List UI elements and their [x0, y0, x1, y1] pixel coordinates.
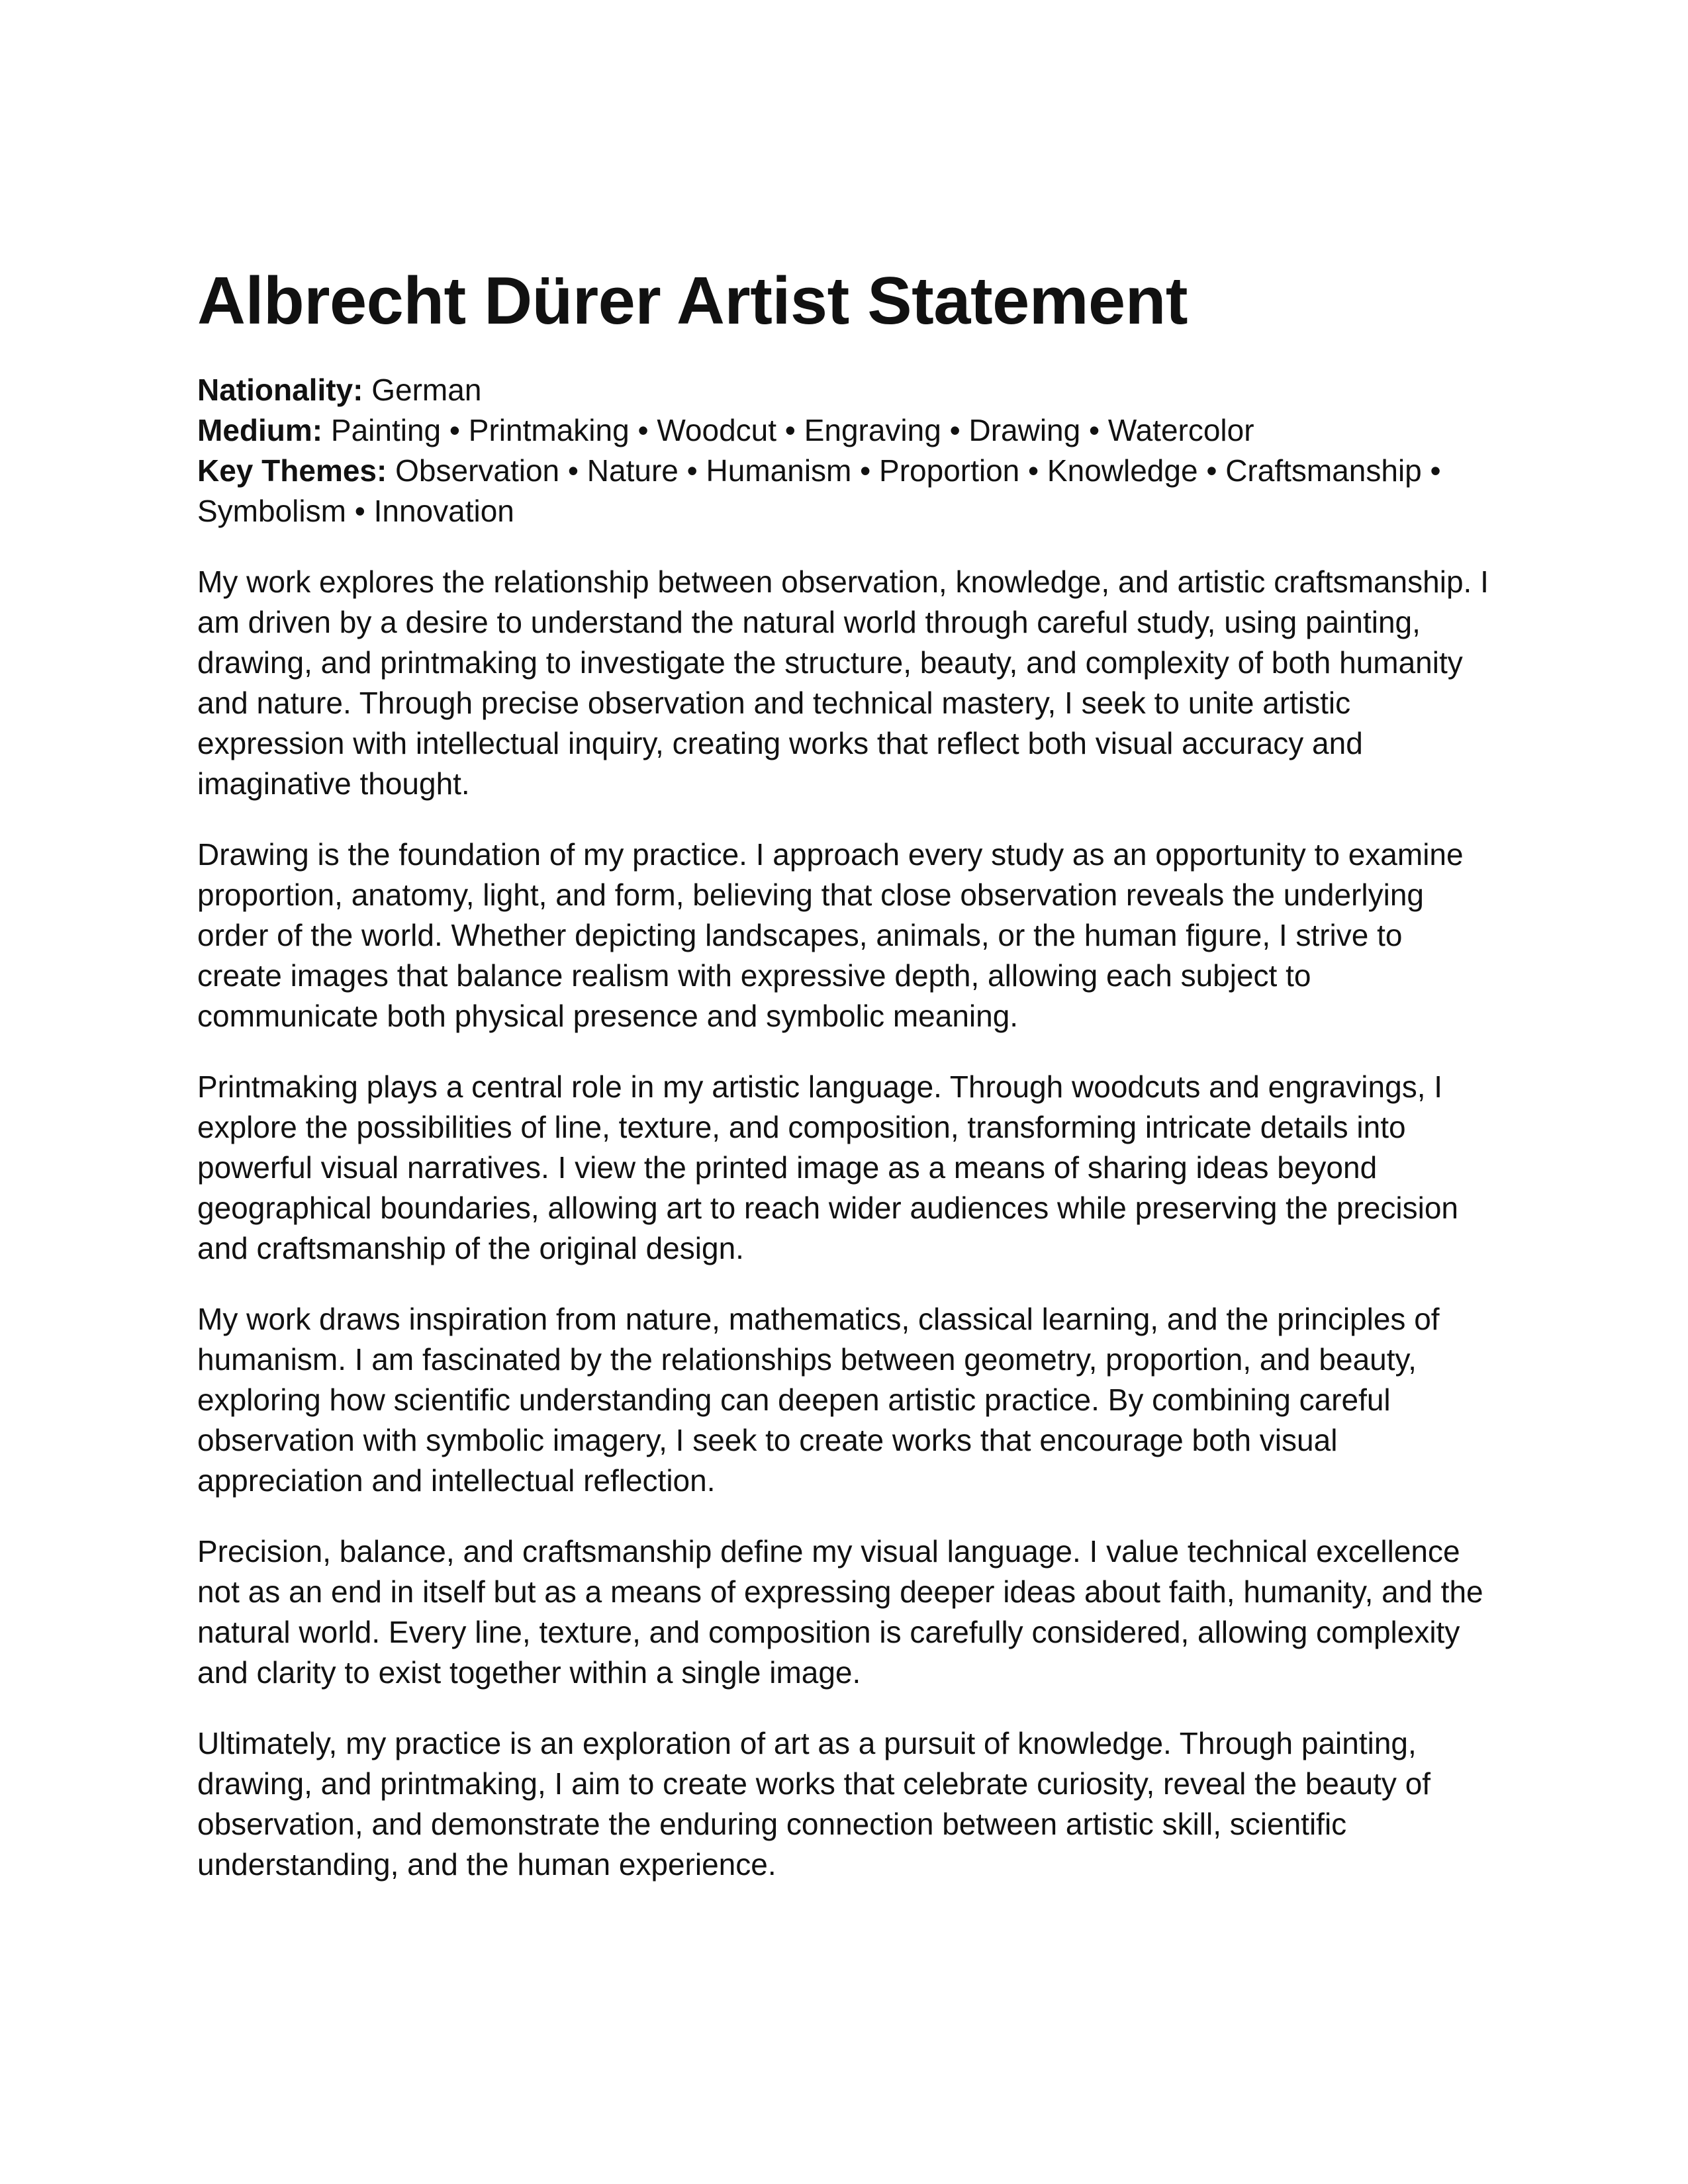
- statement-paragraph-3: Printmaking plays a central role in my artistic language. Through woodcuts and engravings, I explore the possibilities of line, texture, and composition, transforming intricate details into powerful visual narratives. I view the printed image as a means of sharing ideas beyond geographical boundaries, allowing art to reach wider audiences while preserving the precision and craftsmanship of the original design.: [197, 1069, 1459, 1265]
- statement-paragraph-4: My work draws inspiration from nature, mathematics, classical learning, and the principles of humanism. I am fascinated by the relationships between geometry, proportion, and beauty, exploring how scientific understanding can deepen artistic practice. By combining careful observation with symbolic imagery, I seek to create works that encourage both visual appreciation and intellectual reflection.: [197, 1302, 1440, 1498]
- statement-paragraph-6: Ultimately, my practice is an exploration of art as a pursuit of knowledge. Through painting, drawing, and printmaking, I aim to create works that celebrate curiosity, reveal the beauty of observation, and demonstrate the enduring connection between artistic skill, scientific understanding, and the human experience.: [197, 1726, 1431, 1882]
- key-themes-label: Key Themes:: [197, 453, 387, 488]
- document-page: [197, 261, 1495, 1915]
- document-title: Albrecht Dürer Artist Statement: [197, 264, 1188, 338]
- statement-paragraph-5: Precision, balance, and craftsmanship define my visual language. I value technical excellence not as an end in itself but as a means of expressing deeper ideas about faith, humanity, and the natural world. Every line, texture, and composition is carefully considered, allowing complexity and clarity to exist together within a single image.: [197, 1534, 1483, 1690]
- nationality-label: Nationality:: [197, 373, 363, 407]
- nationality-value: German: [371, 373, 482, 407]
- medium-label: Medium:: [197, 413, 323, 447]
- medium-line: [197, 410, 1495, 451]
- key-themes-value: Observation • Nature • Humanism • Proportion • Knowledge • Craftsmanship • Symbolism • Innovation: [197, 453, 1441, 528]
- metadata-block: [197, 370, 1495, 531]
- medium-value: Painting • Printmaking • Woodcut • Engraving • Drawing • Watercolor: [330, 413, 1254, 447]
- key-themes-line: [197, 451, 1495, 531]
- statement-paragraph-2: Drawing is the foundation of my practice. I approach every study as an opportunity to examine proportion, anatomy, light, and form, believing that close observation reveals the underlying order of the world. Whether depicting landscapes, animals, or the human figure, I strive to create images that balance realism with expressive depth, allowing each subject to communicate both physical presence and symbolic meaning.: [197, 837, 1464, 1033]
- statement-paragraph-1: My work explores the relationship between observation, knowledge, and artistic craftsmanship. I am driven by a desire to understand the natural world through careful study, using painting, drawing, and printmaking to investigate the structure, beauty, and complexity of both humanity and nature. Through precise observation and technical mastery, I seek to unite artistic expression with intellectual inquiry, creating works that reflect both visual accuracy and imaginative thought.: [197, 565, 1489, 801]
- nationality-line: [197, 370, 1495, 410]
